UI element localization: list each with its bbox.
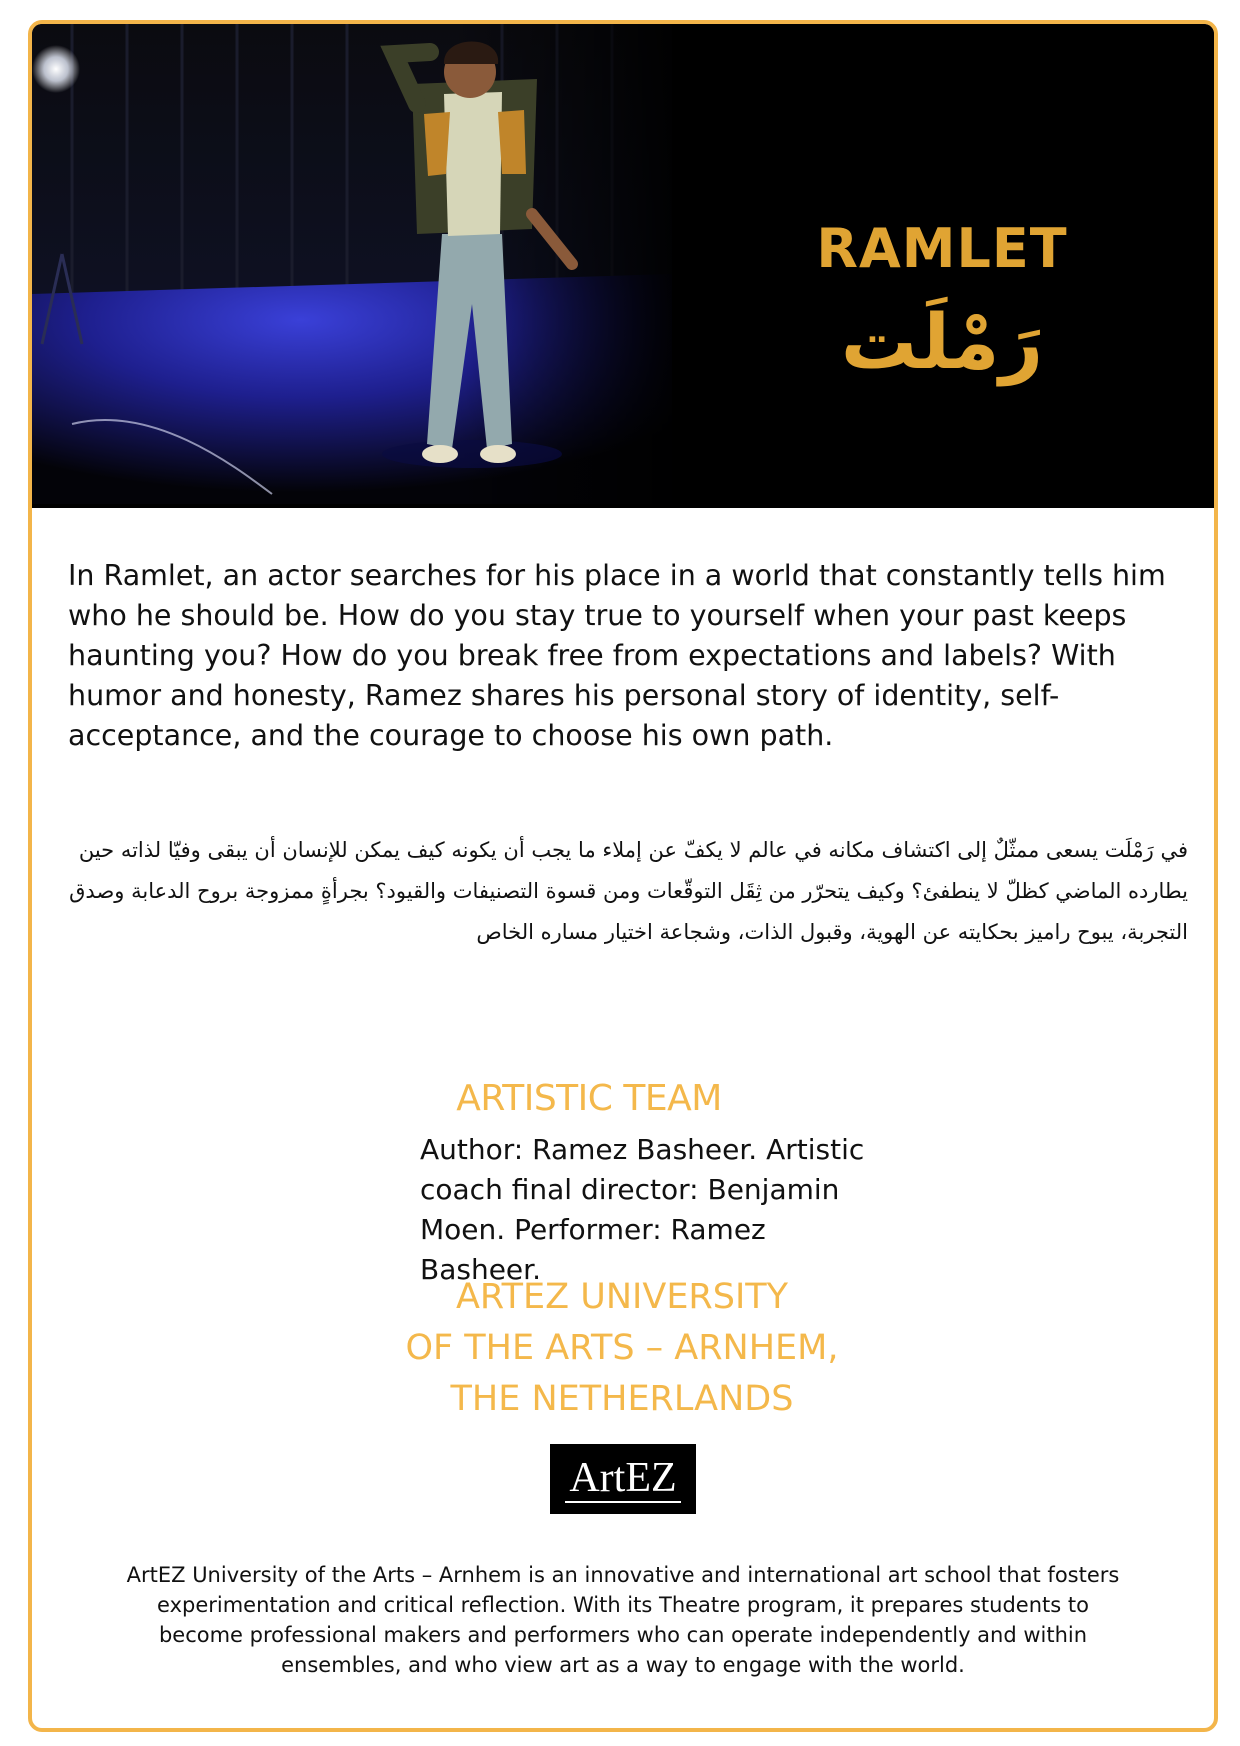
artez-logo xyxy=(550,1444,696,1514)
university-heading xyxy=(332,1272,912,1425)
footer-description: ArtEZ University of the Arts – Arnhem is an innovative and international art school that fosters experimentation and critical reflection. With its Theatre program, it prepares students to become professional makers and performers who can operate independently and within ensembles, and who view art as a way to engage with the world. xyxy=(126,1563,1120,1677)
artistic-team-text: Author: Ramez Basheer. Artistic coach final director: Benjamin Moen. Performer: Ramez Basheer. xyxy=(420,1133,865,1286)
english-description: In Ramlet, an actor searches for his place in a world that constantly tells him who he should be. How do you stay true to yourself when your past keeps haunting you? How do you break free from expectations and labels? With humor and honesty, Ramez shares his personal story of identity, self-acceptance, and the courage to choose his own path. xyxy=(68,559,1166,752)
hero-banner xyxy=(32,24,1214,508)
artistic-team-heading: ARTISTIC TEAM xyxy=(456,1078,722,1119)
arabic-description: في رَمْلَت يسعى ممثّلٌ إلى اكتشاف مكانه في عالم لا يكفّ عن إملاء ما يجب أن يكونه كيف يمكن للإنسان أن يبقى وفيّا لذاته حين يطارده الماضي كظلّ لا ينطفئ؟ وكيف يتحرّر من ثِقَل التوقّعات ومن قسوة التصنيفات والقيود؟ بجرأةٍ ممزوجة بروح الدعابة وصدق التجربة، يبوح راميز بحكايته عن الهوية، وقبول الذات، وشجاعة اختيار مساره الخاص xyxy=(69,838,1188,944)
university-heading-line: THE NETHERLANDS xyxy=(450,1379,794,1419)
hero-title: RAMLET xyxy=(816,217,1068,280)
page-frame xyxy=(28,20,1218,1732)
university-heading-line: OF THE ARTS – ARNHEM, xyxy=(405,1328,839,1368)
university-heading-line: ARTEZ UNIVERSITY xyxy=(455,1277,789,1317)
hero-title-arabic: رَمْلَت xyxy=(840,297,1044,386)
artez-logo-text: ArtEZ xyxy=(565,1455,680,1503)
